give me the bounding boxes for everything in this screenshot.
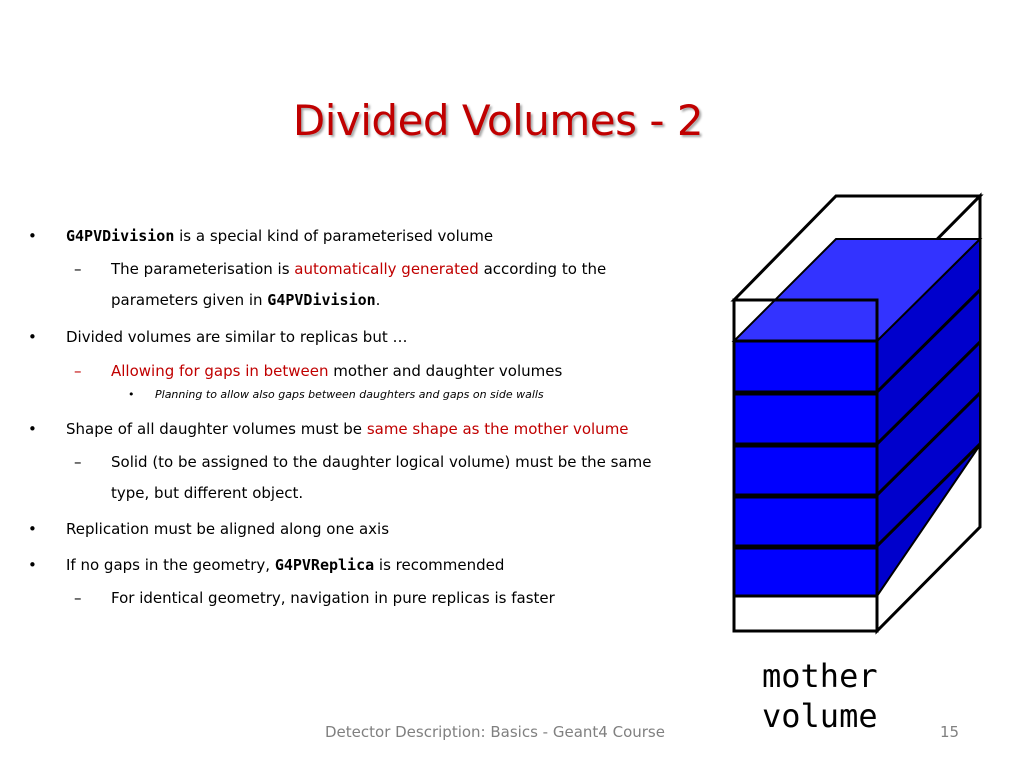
footer-text: Detector Description: Basics - Geant4 Course: [325, 723, 665, 741]
bullet-shape: [28, 415, 708, 443]
caption-line: volume: [762, 697, 878, 735]
sub-sub-bullet-text: Planning to allow also gaps between daughters and gaps on side walls: [155, 388, 544, 401]
code-g4pvreplica: G4PVReplica: [274, 556, 375, 574]
sub-bullet-parameterisation: [28, 254, 708, 316]
sub-bullet-text: For identical geometry, navigation in pure replicas is faster: [111, 589, 555, 607]
daughter-slab-4: [734, 497, 877, 546]
sub-bullet-text: Solid (to be assigned to the daughter logical volume) must be the same: [111, 453, 652, 471]
sub-bullet-solid: [28, 447, 708, 509]
bullet-text: is recommended: [374, 556, 505, 574]
daughter-slab-3: [734, 446, 877, 495]
sub-bullet-text: mother and daughter volumes: [328, 362, 563, 380]
bullet-text: If no gaps in the geometry,: [66, 556, 275, 574]
bullet-text: is a special kind of parameterised volume: [174, 227, 494, 245]
divided-volume-diagram: [725, 190, 987, 635]
sub-bullet-text: according to the: [478, 260, 607, 278]
dash-marker: –: [74, 589, 82, 607]
sub-bullet-text: .: [375, 291, 381, 309]
highlight-gaps: Allowing for gaps in between: [111, 362, 329, 380]
bullet-similar-replicas: [28, 323, 708, 351]
caption-line: mother: [762, 657, 878, 695]
bullet-marker: •: [28, 556, 37, 574]
bullet-marker: •: [128, 388, 135, 401]
bullet-marker: •: [28, 520, 37, 538]
highlight-same-shape: same shape as the mother volume: [366, 420, 629, 438]
sub-bullet-navigation: [28, 583, 708, 614]
highlight-automatically-generated: automatically generated: [294, 260, 479, 278]
bullet-list: [28, 222, 708, 614]
daughter-slab-5: [734, 548, 877, 596]
bullet-replication-axis: [28, 515, 708, 543]
daughter-slab-1: [734, 341, 877, 392]
bullet-text: Replication must be aligned along one axis: [66, 520, 390, 538]
page-number: 15: [940, 723, 960, 741]
slide-title: Divided Volumes - 2: [292, 96, 704, 145]
sub-bullet-text: type, but different object.: [111, 484, 304, 502]
sub-sub-bullet-planning: [28, 385, 708, 405]
dash-marker: –: [74, 260, 82, 278]
bullet-marker: •: [28, 227, 37, 245]
bullet-no-gaps: [28, 551, 708, 579]
sub-bullet-text: The parameterisation is: [111, 260, 295, 278]
bullet-text: Shape of all daughter volumes must be: [66, 420, 367, 438]
bullet-marker: •: [28, 420, 37, 438]
dash-marker: –: [74, 362, 82, 380]
sub-bullet-gaps: [28, 356, 708, 387]
bullet-g4pvdivision: [28, 222, 708, 250]
daughter-slab-2: [734, 394, 877, 444]
code-g4pvdivision: G4PVDivision: [267, 291, 376, 309]
code-g4pvdivision: G4PVDivision: [66, 227, 175, 245]
sub-bullet-text: parameters given in: [111, 291, 268, 309]
bullet-text: Divided volumes are similar to replicas but …: [66, 328, 408, 346]
dash-marker: –: [74, 453, 82, 471]
bullet-marker: •: [28, 328, 37, 346]
mother-volume-caption: [762, 656, 902, 736]
